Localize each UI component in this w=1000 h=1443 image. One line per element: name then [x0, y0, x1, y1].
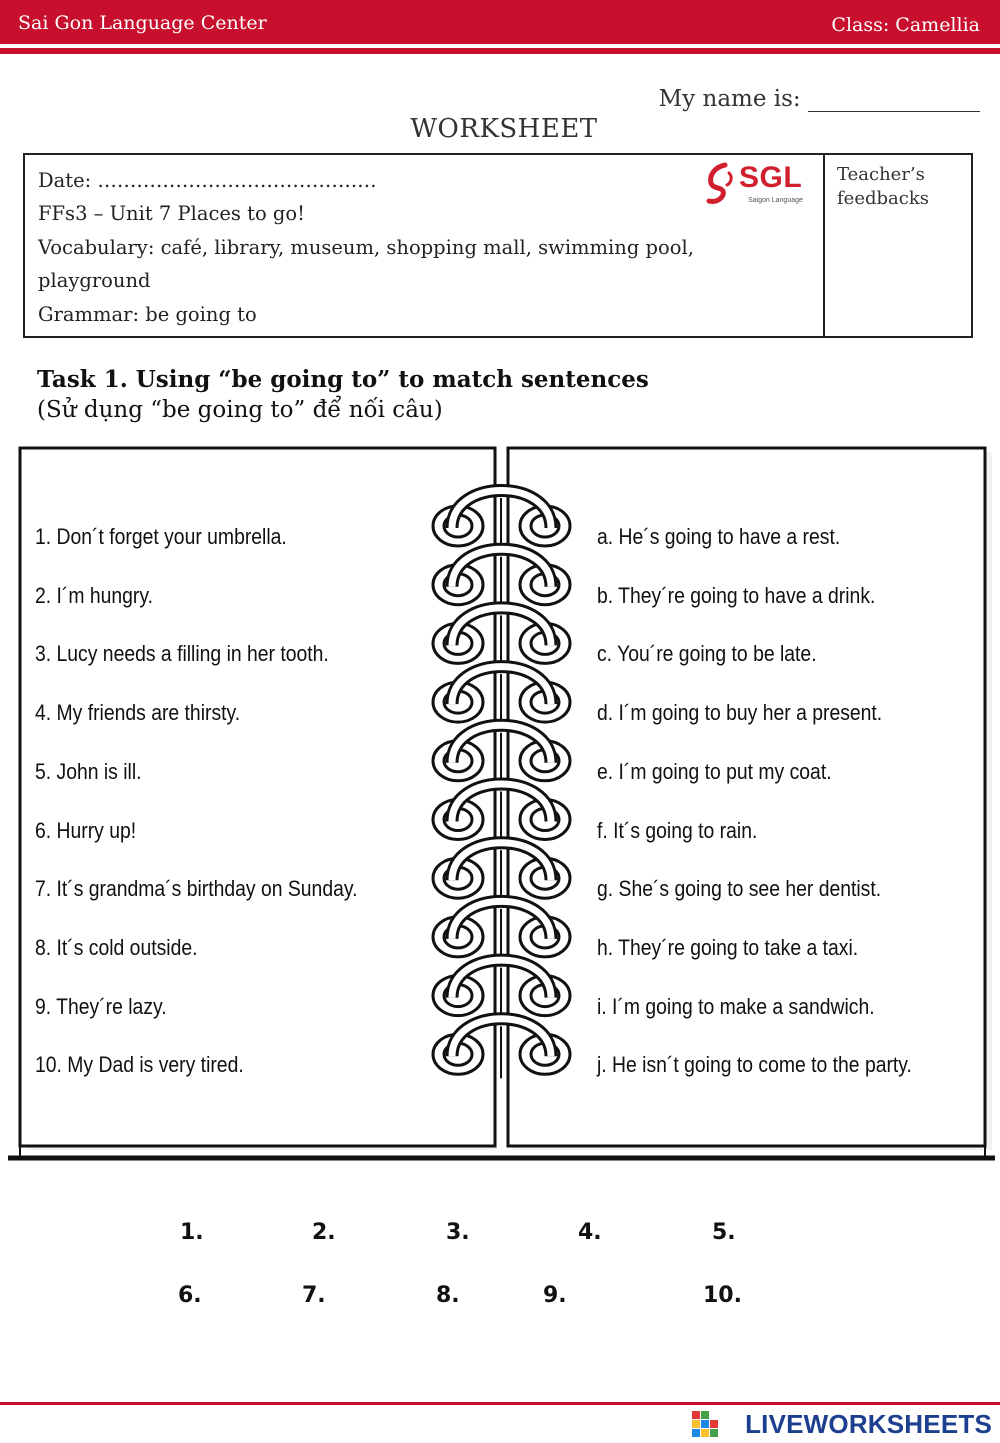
answer-label: 2. — [312, 1220, 336, 1245]
unit-line: FFs3 – Unit 7 Places to go! — [38, 202, 305, 225]
left-sentence[interactable]: 6. Hurry up! — [35, 817, 137, 843]
worksheet-title: WORKSHEET — [410, 114, 598, 144]
teacher-feedback-label-2: feedbacks — [837, 188, 929, 209]
left-sentence[interactable]: 1. Don´t forget your umbrella. — [35, 524, 287, 549]
right-sentence[interactable]: f. It´s going to rain. — [597, 817, 758, 843]
right-sentence[interactable]: i. I´m going to make a sandwich. — [597, 993, 875, 1019]
liveworksheets-logo-icon — [692, 1411, 718, 1437]
left-sentence[interactable]: 3. Lucy needs a filling in her tooth. — [35, 641, 329, 667]
left-sentence[interactable]: 7. It´s grandma´s birthday on Sunday. — [35, 876, 358, 902]
answer-item — [180, 1220, 224, 1245]
left-sentence[interactable]: 2. I´m hungry. — [35, 582, 154, 608]
left-sentence[interactable]: 8. It´s cold outside. — [35, 934, 198, 960]
left-sentence[interactable]: 4. My friends are thirsty. — [35, 700, 241, 726]
name-prompt: My name is: — [658, 86, 801, 112]
vocabulary-line-2: playground — [38, 269, 151, 292]
header-divider — [0, 48, 1000, 54]
notebook — [0, 440, 1000, 1162]
right-sentence[interactable]: j. He isn´t going to come to the party. — [597, 1052, 912, 1078]
sgl-logo-icon — [703, 161, 739, 207]
right-sentence[interactable]: c. You´re going to be late. — [597, 641, 817, 667]
class-label: Class: Camellia — [831, 14, 980, 36]
answer-item — [703, 1283, 750, 1308]
left-sentence[interactable]: 10. My Dad is very tired. — [35, 1052, 244, 1078]
center-name: Sai Gon Language Center — [18, 12, 267, 34]
liveworksheets-logo — [692, 1409, 992, 1437]
left-sentence[interactable]: 5. John is ill. — [35, 758, 142, 784]
answer-label: 3. — [446, 1220, 470, 1245]
right-sentence[interactable]: a. He´s going to have a rest. — [597, 524, 841, 549]
sgl-logo-text: SGL — [739, 161, 803, 194]
liveworksheets-brand: LIVEWORKSHEETS — [745, 1409, 992, 1439]
left-sentence[interactable]: 9. They´re lazy. — [35, 993, 167, 1019]
sgl-logo-subtext: Saigon Language — [748, 197, 803, 204]
info-details — [25, 155, 825, 336]
answer-item — [436, 1283, 472, 1308]
right-sentence[interactable]: b. They´re going to have a drink. — [597, 582, 876, 608]
right-sentence[interactable]: h. They´re going to take a taxi. — [597, 934, 859, 960]
answer-label: 1. — [180, 1220, 204, 1245]
answer-item — [312, 1220, 348, 1245]
answer-label: 10. — [703, 1283, 742, 1308]
name-line — [659, 86, 980, 112]
date-line: Date: ………………………………….… — [38, 169, 377, 192]
task-subtitle: (Sử dụng “be going to” để nối câu) — [37, 397, 443, 423]
answer-item — [712, 1220, 748, 1245]
sgl-logo — [703, 161, 813, 209]
answer-item — [178, 1283, 214, 1308]
grammar-line: Grammar: be going to — [38, 303, 257, 326]
right-sentence[interactable]: e. I´m going to put my coat. — [597, 758, 832, 784]
answer-item — [446, 1220, 482, 1245]
vocabulary-line: Vocabulary: café, library, museum, shopping mall, swimming pool, — [38, 236, 694, 259]
teacher-feedback — [837, 163, 929, 211]
answer-label: 6. — [178, 1283, 202, 1308]
answer-item — [543, 1283, 579, 1308]
task-title: Task 1. Using “be going to” to match sentences — [37, 366, 649, 393]
answer-label: 7. — [302, 1283, 326, 1308]
info-box — [23, 153, 973, 338]
answer-label: 9. — [543, 1283, 567, 1308]
name-input[interactable] — [808, 91, 980, 112]
answer-label: 5. — [712, 1220, 736, 1245]
answer-item — [578, 1220, 614, 1245]
footer-divider — [0, 1402, 1000, 1405]
answer-label: 8. — [436, 1283, 460, 1308]
right-sentence[interactable]: g. She´s going to see her dentist. — [597, 876, 882, 902]
teacher-feedback-label: Teacher’s — [837, 164, 925, 185]
answer-label: 4. — [578, 1220, 602, 1245]
right-sentence[interactable]: d. I´m going to buy her a present. — [597, 700, 883, 726]
answer-item — [302, 1283, 338, 1308]
header-bar — [0, 0, 1000, 44]
